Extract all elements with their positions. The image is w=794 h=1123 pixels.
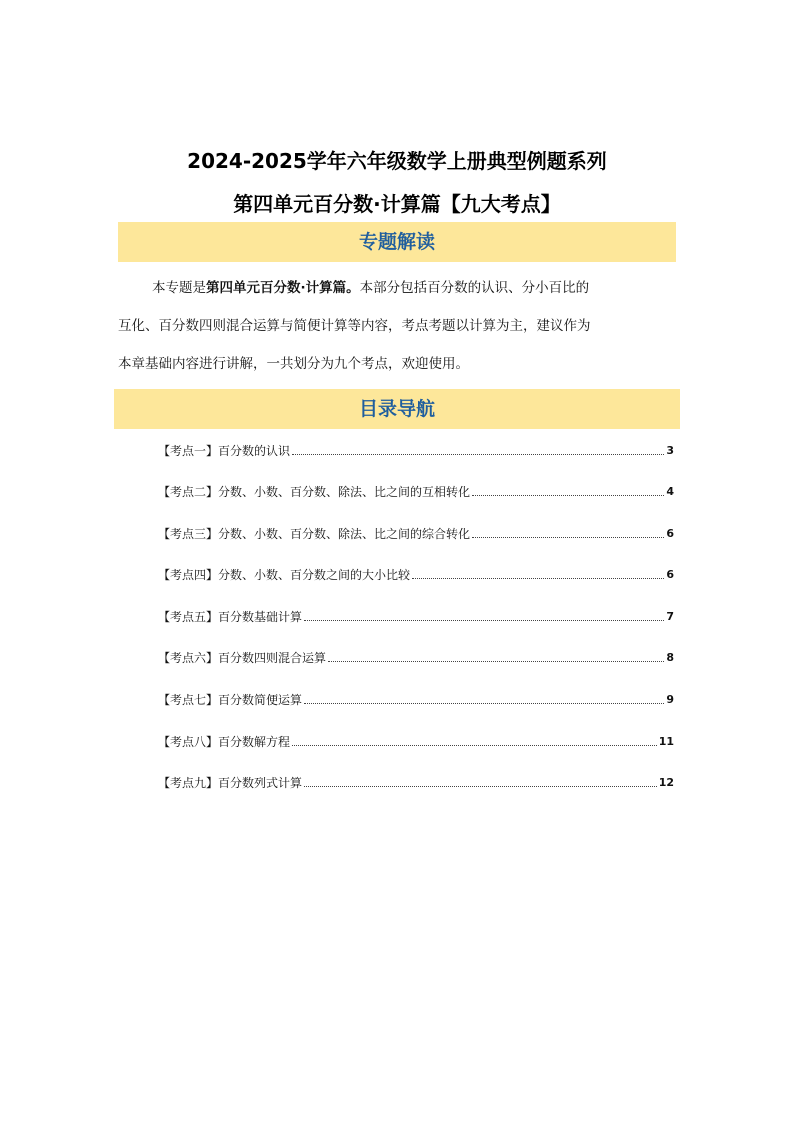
toc-item-page: 4 (666, 484, 674, 498)
toc-item[interactable] (158, 772, 674, 792)
toc-item[interactable] (158, 440, 674, 460)
toc-dot-leader (304, 619, 664, 621)
toc-item-page: 9 (666, 692, 674, 706)
toc-dot-leader (472, 494, 664, 496)
toc-item-label: 【考点一】百分数的认识 (158, 443, 291, 458)
intro-line-1-bold: 第四单元百分数·计算篇。 (206, 280, 360, 296)
toc-item-page: 12 (658, 775, 674, 789)
toc-item-label: 【考点九】百分数列式计算 (158, 775, 303, 790)
intro-line-2: 互化、百分数四则混合运算与简便计算等内容，考点考题以计算为主，建议作为 (118, 318, 591, 334)
toc-item[interactable] (158, 606, 674, 626)
toc-item-label: 【考点七】百分数简便运算 (158, 692, 303, 707)
toc-item-page: 6 (666, 567, 674, 581)
toc-item-page: 7 (666, 609, 674, 623)
toc-dot-leader (328, 660, 664, 662)
toc-item[interactable] (158, 564, 674, 584)
intro-line-1 (152, 276, 589, 296)
document-title: 2024-2025学年六年级数学上册典型例题系列 (187, 149, 607, 173)
toc-dot-leader (412, 577, 664, 579)
toc-item-page: 3 (666, 443, 674, 457)
toc-item-label: 【考点五】百分数基础计算 (158, 609, 303, 624)
intro-line-1-rest: 本部分包括百分数的认识、分小百比的 (359, 280, 590, 296)
toc-item[interactable] (158, 647, 674, 667)
toc-item-label: 【考点八】百分数解方程 (158, 734, 291, 749)
toc-dot-leader (292, 453, 664, 455)
toc-dot-leader (292, 744, 657, 746)
intro-line-3: 本章基础内容进行讲解，一共划分为九个考点，欢迎使用。 (118, 356, 469, 372)
toc-item[interactable] (158, 731, 674, 751)
toc-item-label: 【考点六】百分数四则混合运算 (158, 650, 327, 665)
toc-dot-leader (304, 702, 664, 704)
document-subtitle: 第四单元百分数·计算篇【九大考点】 (233, 192, 561, 216)
toc-item-page: 11 (658, 734, 674, 748)
intro-heading-band (118, 222, 676, 262)
toc-item-label: 【考点四】分数、小数、百分数之间的大小比较 (158, 567, 411, 582)
toc-dot-leader (304, 785, 657, 787)
toc-item[interactable] (158, 481, 674, 501)
toc-heading-band (114, 389, 680, 429)
toc-item[interactable] (158, 523, 674, 543)
intro-heading: 专题解读 (358, 231, 435, 253)
toc-item-page: 8 (666, 650, 674, 664)
intro-line-1-prefix: 本专题是 (152, 280, 206, 296)
toc-dot-leader (472, 536, 664, 538)
toc-item-page: 6 (666, 526, 674, 540)
toc-item-label: 【考点三】分数、小数、百分数、除法、比之间的综合转化 (158, 526, 471, 541)
toc-item[interactable] (158, 689, 674, 709)
toc-item-label: 【考点二】分数、小数、百分数、除法、比之间的互相转化 (158, 484, 471, 499)
toc-heading: 目录导航 (358, 398, 435, 420)
